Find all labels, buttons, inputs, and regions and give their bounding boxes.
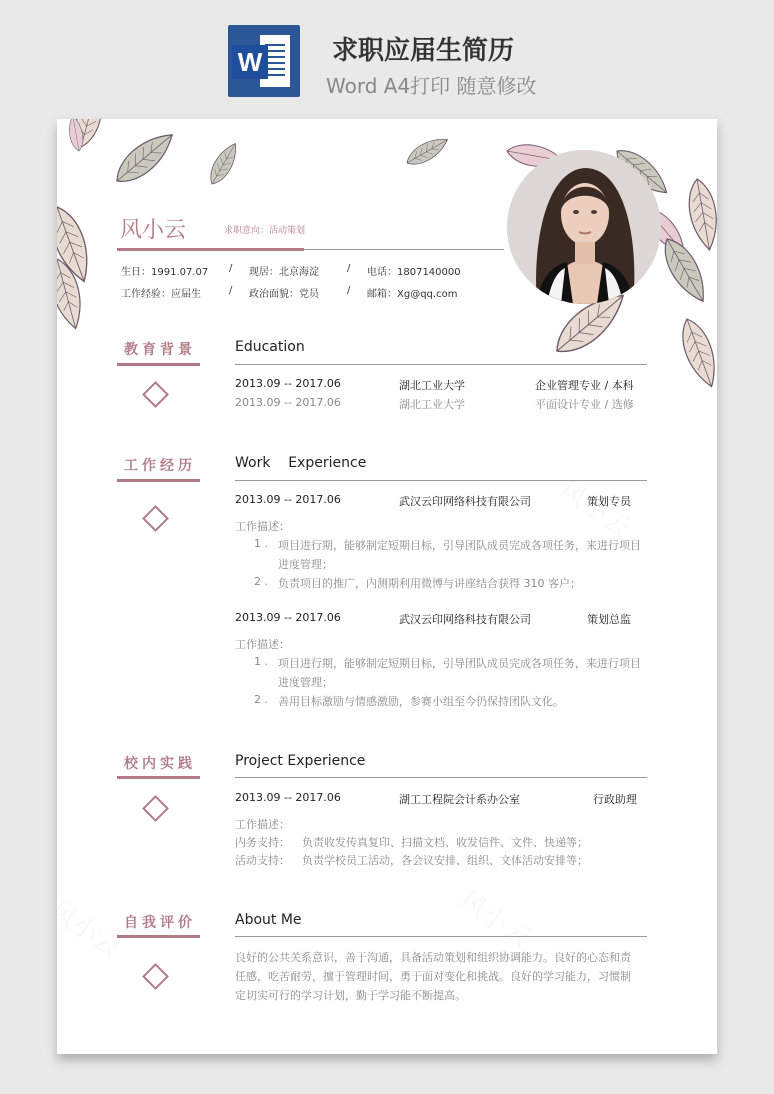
section-bar [117,479,200,482]
name-underline-bar [117,248,304,251]
job-item-num: 2 . [254,693,268,706]
edu-major: 企业管理专业 / 本科 [535,379,634,392]
job-company: 武汉云印网络科技有限公司 [399,495,531,508]
job-role: 策划总监 [587,613,631,626]
job-item-text: 善用目标激励与情感激励，参赛小组至今仍保持团队文化。 [278,695,564,708]
job-item-text: 项目进行期，能够制定短期目标，引导团队成员完成各项任务，来进行项目 [278,539,641,552]
project-row-label: 内务支持： [235,836,290,849]
job-role: 策划专员 [587,495,631,508]
email-text: 邮箱：Xg@qq.com [367,289,458,300]
project-desc-label: 工作描述： [235,818,290,831]
project-row-text: 负责学校员工活动，各会议安排、组织、文体活动安排等； [302,854,588,867]
job-item-text: 项目进行期，能够制定短期目标，引导团队成员完成各项任务，来进行项目 [278,657,641,670]
about-line: 定切实可行的学习计划，勤于学习能不断提高。 [235,989,466,1002]
work-title-en: Work Experience [235,455,367,471]
profile-photo [507,150,661,304]
politics-text: 政治面貌：党员 [249,289,319,300]
edu-period: 2013.09 -- 2017.06 [235,396,341,409]
section-bar [117,935,200,938]
project-org: 湖工工程院会计系办公室 [399,793,520,806]
edu-period: 2013.09 -- 2017.06 [235,377,341,390]
job-period: 2013.09 -- 2017.06 [235,493,341,506]
about-title-cn: 自我评价 [124,915,196,931]
section-line [235,936,647,937]
project-period: 2013.09 -- 2017.06 [235,791,341,804]
word-document-icon [228,25,300,97]
section-line [235,364,647,365]
section-bar [117,776,200,779]
project-title-cn: 校内实践 [124,756,196,772]
edu-school: 湖北工业大学 [399,379,465,392]
job-item-text: 负责项目的推广，内测期利用微博与讲座结合获得 310 客户； [278,577,581,590]
separator: / [347,263,351,274]
word-letter: W [232,45,268,79]
job-item-num: 1 . [254,537,268,550]
job-desc-label: 工作描述： [235,638,290,651]
edu-school: 湖北工业大学 [399,398,465,411]
job-item-num: 2 . [254,575,268,588]
banner-subtitle: Word A4打印 随意修改 [326,74,537,98]
separator: / [347,285,351,296]
banner-title: 求职应届生简历 [332,36,515,66]
about-line: 任感，吃苦耐劳，擅于管理时间，勇于面对变化和挑战。良好的学习能力，习惯制 [235,970,631,983]
separator: / [229,285,233,296]
name-divider-line [304,249,504,250]
education-title-cn: 教育背景 [124,342,196,358]
project-title-en: Project Experience [235,753,366,769]
section-line [235,777,647,778]
job-item-num: 1 . [254,655,268,668]
phone-text: 电话：1807140000 [367,267,461,278]
edu-major: 平面设计专业 / 选修 [535,398,634,411]
candidate-name: 风小云 [120,218,187,243]
birthday-text: 生日：1991.07.07 [121,267,209,278]
job-desc-label: 工作描述： [235,520,290,533]
job-period: 2013.09 -- 2017.06 [235,611,341,624]
project-row-text: 负责收发传真复印、扫描文档、收发信件、文件、快递等； [302,836,588,849]
about-line: 良好的公共关系意识，善于沟通，具备活动策划和组织协调能力。良好的心态和责 [235,951,631,964]
residence-text: 现居：北京海淀 [249,267,319,278]
section-bar [117,363,200,366]
work-title-cn: 工作经历 [124,458,196,474]
experience-text: 工作经验：应届生 [121,289,201,300]
separator: / [229,263,233,274]
section-line [235,480,647,481]
project-role: 行政助理 [593,793,637,806]
education-title-en: Education [235,339,305,355]
job-company: 武汉云印网络科技有限公司 [399,613,531,626]
about-title-en: About Me [235,912,302,928]
job-item-text: 进度管理； [278,676,333,689]
banner [0,0,774,110]
project-row-label: 活动支持： [235,854,290,867]
job-item-text: 进度管理； [278,558,333,571]
job-intent: 求职意向：活动策划 [224,226,306,236]
resume-page [57,119,717,1054]
